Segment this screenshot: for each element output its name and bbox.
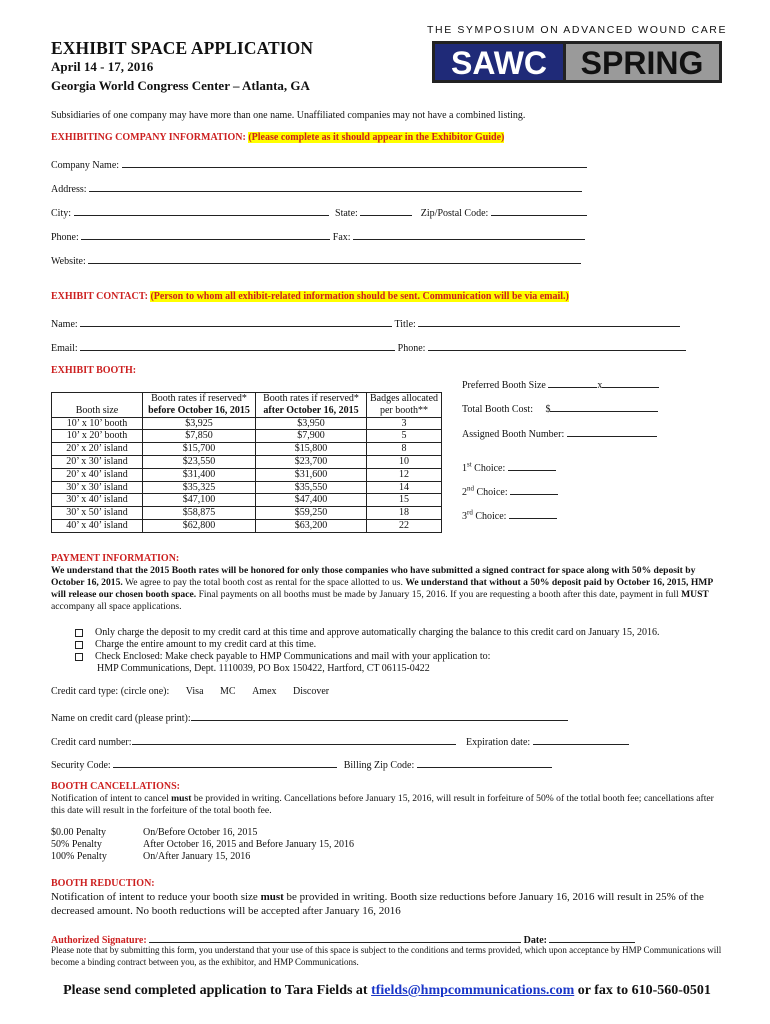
choice3-label: Choice: (475, 511, 507, 522)
total-cost-field[interactable] (550, 401, 658, 412)
city-row (51, 205, 587, 220)
penalty-row (51, 839, 354, 851)
contact-title-field[interactable] (418, 316, 680, 327)
address-label: Address: (51, 184, 87, 195)
badges-cell: 8 (367, 443, 442, 456)
billing-zip-label: Billing Zip Code: (343, 760, 415, 771)
website-label: Website: (51, 256, 86, 267)
choice2-sup: nd (467, 484, 474, 493)
logo-sawc-text: SAWC (451, 45, 547, 81)
choice2-row (462, 484, 558, 499)
rate-before-cell: $62,800 (143, 519, 256, 532)
choice1-field[interactable] (508, 460, 556, 471)
booth-size-cell: 10’ x 20’ booth (52, 430, 143, 443)
cancellations-heading: BOOTH CANCELLATIONS: (51, 781, 181, 792)
footer-prefix: Please send completed application to Tara Fields at (63, 983, 368, 998)
payment-option-2[interactable]: Charge the entire amount to my credit card at this time. (75, 639, 316, 651)
badges-cell: 3 (367, 417, 442, 430)
choice2-field[interactable] (510, 484, 558, 495)
booth-row (52, 519, 442, 532)
penalty-window: After October 16, 2015 and Before January 15, 2016 (143, 838, 355, 850)
booth-size-cell: 40’ x 40’ island (52, 519, 143, 532)
assigned-label: Assigned Booth Number: (462, 429, 565, 440)
contact-heading-note: (Person to whom all exhibit-related information should be sent. Communication will be via email.) (150, 291, 569, 302)
choice1-row (462, 460, 556, 475)
booth-row (52, 430, 442, 443)
company-name-field[interactable] (122, 157, 587, 168)
cancellations-text: Notification of intent to cancel must be provided in writing. Cancellations before January 15, 2016, will result in forfeiture of 50% of the totlal booth fee; cancellations after this date will result in the forfeiture of the total booth fee. (51, 793, 714, 816)
reduction-text: Notification of intent to reduce your booth size must be provided in writing. Booth size reductions before January 16, 2016 will result in 25% of the decreased amount. No booth reductions will be accepted after January 16, 2016 (51, 891, 704, 917)
company-heading-note: (Please complete as it should appear in the Exhibitor Guide) (248, 132, 505, 143)
booth-row (52, 417, 442, 430)
contact-email-label: Email: (51, 343, 78, 354)
zip-label: Zip/Postal Code: (420, 208, 489, 219)
card-mc[interactable]: MC (220, 686, 236, 697)
badges-cell: 14 (367, 481, 442, 494)
choice3-field[interactable] (509, 508, 557, 519)
security-row (51, 757, 552, 772)
company-phone-label: Phone: (51, 232, 79, 243)
booth-size-cell: 20’ x 30’ island (52, 455, 143, 468)
signature-date-label: Date: (523, 935, 547, 946)
contact-phone-label: Phone: (397, 343, 426, 354)
payment-heading: PAYMENT INFORMATION: (51, 553, 180, 564)
booth-heading: EXHIBIT BOOTH: (51, 365, 137, 376)
rate-after-cell: $31,600 (256, 468, 367, 481)
rate-before-cell: $47,100 (143, 494, 256, 507)
preferred-depth-field[interactable] (602, 377, 659, 388)
contact-title-label: Title: (394, 319, 416, 330)
penalty-amount: 100% Penalty (51, 850, 107, 862)
name-on-card-field[interactable] (191, 710, 568, 721)
address-row (51, 181, 582, 196)
penalty-window: On/Before October 16, 2015 (143, 827, 258, 838)
checkbox-deposit[interactable] (75, 629, 83, 637)
event-venue: Georgia World Congress Center – Atlanta, GA (51, 78, 310, 93)
total-cost-row (462, 401, 658, 416)
city-field[interactable] (74, 205, 329, 216)
fax-field[interactable] (353, 229, 585, 240)
card-number-field[interactable] (132, 734, 456, 745)
booth-size-cell: 30’ x 40’ island (52, 494, 143, 507)
assigned-row (462, 426, 657, 441)
contact-email-row (51, 340, 686, 355)
badges-cell: 22 (367, 519, 442, 532)
card-amex[interactable]: Amex (252, 686, 277, 697)
company-heading (51, 132, 504, 144)
badges-cell: 15 (367, 494, 442, 507)
total-cost-label: Total Booth Cost: (462, 404, 533, 415)
intro-note: Subsidiaries of one company may have more than one name. Unaffiliated companies may not have a combined listing. (51, 110, 526, 121)
card-number-row (51, 734, 629, 749)
booth-size-cell: 30’ x 50’ island (52, 507, 143, 520)
col-rate-after: Booth rates if reserved* after October 16, 2015 (256, 393, 367, 418)
card-type-row (51, 686, 329, 698)
contact-email-field[interactable] (80, 340, 395, 351)
choice3-num: 3 (462, 511, 467, 522)
zip-field[interactable] (491, 205, 587, 216)
payment-option-3[interactable]: Check Enclosed: Make check payable to HMP Communications and mail with your application to: (75, 651, 490, 663)
badges-cell: 12 (367, 468, 442, 481)
sawc-spring-logo (432, 41, 722, 83)
choice2-num: 2 (462, 487, 467, 498)
choice1-label: Choice: (474, 463, 506, 474)
card-visa[interactable]: Visa (185, 686, 204, 697)
contact-heading-label: EXHIBIT CONTACT: (51, 291, 148, 302)
badges-cell: 5 (367, 430, 442, 443)
expiration-label: Expiration date: (466, 737, 531, 748)
rate-before-cell: $7,850 (143, 430, 256, 443)
booth-size-cell: 20’ x 20’ island (52, 443, 143, 456)
state-field[interactable] (360, 205, 412, 216)
penalty-row (51, 827, 354, 839)
rate-before-cell: $23,550 (143, 455, 256, 468)
choice3-sup: rd (467, 508, 473, 517)
contact-name-row (51, 316, 680, 331)
signature-field[interactable] (149, 932, 521, 943)
expiration-field[interactable] (533, 734, 629, 745)
booth-row (52, 481, 442, 494)
penalty-amount: $0.00 Penalty (51, 827, 106, 838)
booth-row (52, 507, 442, 520)
penalty-amount: 50% Penalty (51, 838, 102, 850)
preferred-size-row (462, 377, 659, 392)
penalty-window: On/After January 15, 2016 (143, 850, 251, 862)
website-row (51, 253, 581, 268)
rate-after-cell: $63,200 (256, 519, 367, 532)
checkbox-check-enclosed[interactable] (75, 653, 83, 661)
rate-before-cell: $58,875 (143, 507, 256, 520)
city-label: City: (51, 208, 72, 219)
rate-after-cell: $23,700 (256, 455, 367, 468)
booth-size-cell: 10’ x 10’ booth (52, 417, 143, 430)
booth-rates-table (51, 392, 442, 533)
col-booth-size: Booth size (52, 393, 143, 418)
booth-size-cell: 20’ x 40’ island (52, 468, 143, 481)
address-field[interactable] (89, 181, 582, 192)
logo-tagline: THE SYMPOSIUM ON ADVANCED WOUND CARE (427, 24, 728, 36)
rate-before-cell: $15,700 (143, 443, 256, 456)
footer-line (51, 983, 723, 1000)
rate-before-cell: $3,925 (143, 417, 256, 430)
contact-phone-field[interactable] (428, 340, 686, 351)
penalty-table (51, 827, 354, 862)
booth-size-cell: 30’ x 30’ island (52, 481, 143, 494)
choice1-sup: st (467, 460, 472, 469)
billing-zip-field[interactable] (417, 757, 552, 768)
choice1-num: 1 (462, 463, 467, 474)
payment-option-1[interactable]: Only charge the deposit to my credit card at this time and approve automatically charging the balance to this credit card on January 15, 2016. (75, 627, 659, 639)
company-name-label: Company Name: (51, 160, 120, 171)
company-phone-field[interactable] (81, 229, 330, 240)
booth-row (52, 455, 442, 468)
name-on-card-label: Name on credit card (please print): (51, 713, 191, 724)
preferred-width-field[interactable] (548, 377, 597, 388)
page-title: EXHIBIT SPACE APPLICATION (51, 38, 314, 58)
contact-name-field[interactable] (80, 316, 392, 327)
signature-date-field[interactable] (549, 932, 635, 943)
booth-row (52, 494, 442, 507)
rate-after-cell: $7,900 (256, 430, 367, 443)
penalty-row (51, 851, 354, 863)
footer-suffix: or fax to 610-560-0501 (577, 983, 711, 998)
choice2-label: Choice: (476, 487, 508, 498)
name-on-card-row (51, 710, 568, 725)
contact-heading (51, 291, 569, 303)
checkbox-full-charge[interactable] (75, 641, 83, 649)
company-name-row (51, 157, 587, 172)
event-dates: April 14 - 17, 2016 (51, 59, 154, 74)
contact-name-label: Name: (51, 319, 78, 330)
company-heading-label: EXHIBITING COMPANY INFORMATION: (51, 132, 246, 143)
payment-paragraph: We understand that the 2015 Booth rates will be honored for only those companies who have submitted a signed contract for space along with 50% deposit by October 16, 2015. We agree to pay the total booth cost as rental for the space allotted to us. We understand that without a 50% deposit paid by October 16, 2015, HMP will release our chosen booth space. Final payments on all booths must be made by January 15, 2016. If you are requesting a booth after this date, payment in full MUST accompany all space applications. (51, 565, 713, 612)
reduction-heading: BOOTH REDUCTION: (51, 878, 155, 889)
card-discover[interactable]: Discover (293, 686, 330, 697)
footer-email-link[interactable]: tfields@hmpcommunications.com (371, 983, 575, 998)
security-field[interactable] (113, 757, 337, 768)
signature-label: Authorized Signature: (51, 935, 147, 946)
rate-after-cell: $59,250 (256, 507, 367, 520)
booth-row (52, 468, 442, 481)
security-label: Security Code: (51, 760, 111, 771)
mailing-address: HMP Communications, Dept. 1110039, PO Box 150422, Hartford, CT 06115-0422 (97, 663, 430, 674)
state-label: State: (335, 208, 358, 219)
rate-after-cell: $47,400 (256, 494, 367, 507)
signature-note: Please note that by submitting this form, you understand that your use of this space is subject to the conditions and terms provided, which upon acceptance by HMP Communications will become a binding contract between you, as the exhibitor, and HMP Communications. (51, 945, 722, 967)
card-number-label: Credit card number: (51, 737, 132, 748)
rate-after-cell: $15,800 (256, 443, 367, 456)
rate-before-cell: $31,400 (143, 468, 256, 481)
booth-row (52, 443, 442, 456)
fax-label: Fax: (332, 232, 351, 243)
logo-spring-text: SPRING (580, 45, 704, 81)
badges-cell: 10 (367, 455, 442, 468)
website-field[interactable] (88, 253, 581, 264)
booth-table-header (52, 393, 442, 418)
rate-after-cell: $35,550 (256, 481, 367, 494)
col-rate-before: Booth rates if reserved* before October 16, 2015 (143, 393, 256, 418)
card-type-label: Credit card type: (circle one): (51, 686, 170, 697)
assigned-field[interactable] (567, 426, 657, 437)
phone-fax-row (51, 229, 585, 244)
rate-after-cell: $3,950 (256, 417, 367, 430)
rate-before-cell: $35,325 (143, 481, 256, 494)
col-badges: Badges allocated per booth** (367, 393, 442, 418)
preferred-size-label: Preferred Booth Size (462, 380, 546, 391)
preferred-x: x (597, 380, 603, 391)
total-cost-dollar: $ (545, 404, 551, 415)
badges-cell: 18 (367, 507, 442, 520)
choice3-row (462, 508, 557, 523)
